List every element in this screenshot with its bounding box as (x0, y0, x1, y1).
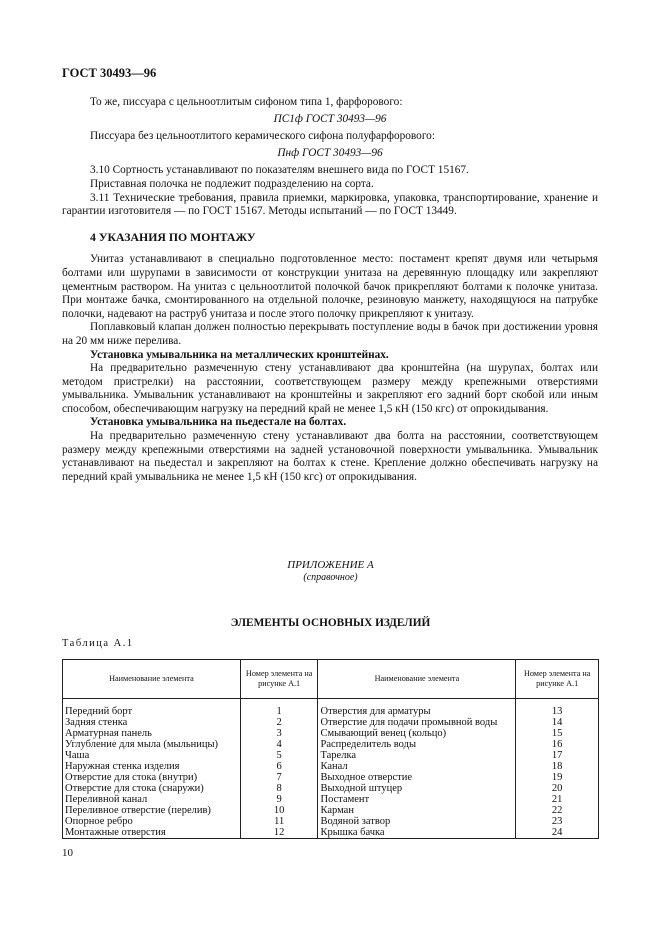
element-name-cell: Водяной затвор (318, 816, 516, 827)
element-name-cell: Углубление для мыла (мыльницы) (63, 739, 241, 750)
element-name-cell: Отверстие для стока (снаружи) (63, 783, 241, 794)
element-number-cell: 6 (240, 761, 318, 772)
table-row (63, 772, 599, 783)
table-row (63, 805, 599, 816)
element-number-cell: 1 (240, 699, 318, 718)
paragraph: Пнф ГОСТ 30493—96 (277, 146, 383, 159)
appendix-title: ПРИЛОЖЕНИЕ А (287, 559, 374, 571)
element-number-cell: 13 (516, 699, 599, 718)
element-number-cell: 4 (240, 739, 318, 750)
element-number-cell: 2 (240, 717, 318, 728)
element-number-cell: 5 (240, 750, 318, 761)
table-row (63, 728, 599, 739)
header-number-2: Номер элемента на рисунке А.1 (516, 660, 599, 699)
header-name-2: Наименование элемента (318, 660, 516, 699)
element-number-cell: 16 (516, 739, 599, 750)
paragraph: Поплавковый клапан должен полностью перекрывать поступление воды в бачок при достижении уровня на 20 мм ниже перелива. (62, 321, 598, 347)
element-name-cell: Передний борт (63, 699, 241, 718)
element-number-cell: 21 (516, 794, 599, 805)
element-name-cell: Чаша (63, 750, 241, 761)
element-name-cell: Переливной канал (63, 794, 241, 805)
header-number-1: Номер элемента на рисунке А.1 (240, 660, 318, 699)
element-name-cell: Переливное отверстие (перелив) (63, 805, 241, 816)
paragraph: На предварительно размеченную стену устанавливают два болта на расстоянии, соответствующем размеру между крепежными отверстиями на задней установочной поверхности умывальника. Умывальник устанавливают на пьедестал и закрепляют на болтах к стене. Крепление должно обеспечивать нагрузку на передний край умывальника не менее 1,5 кН (150 кгс) от опрокидывания. (62, 430, 598, 483)
elements-table (62, 659, 599, 839)
element-number-cell: 7 (240, 772, 318, 783)
element-name-cell: Отверстия для арматуры (318, 699, 516, 718)
table-row (63, 794, 599, 805)
paragraph: То же, писсуара с цельноотлитым сифоном типа 1, фарфорового: (90, 96, 403, 108)
element-name-cell: Тарелка (318, 750, 516, 761)
element-number-cell: 14 (516, 717, 599, 728)
element-number-cell: 9 (240, 794, 318, 805)
element-name-cell: Монтажные отверстия (63, 827, 241, 839)
element-name-cell: Распределитель воды (318, 739, 516, 750)
element-name-cell: Выходное отверстие (318, 772, 516, 783)
table-label: Таблица А.1 (62, 638, 134, 649)
table-row (63, 717, 599, 728)
table-header-row (63, 660, 599, 699)
paragraph: Унитаз устанавливают в специально подготовленное место: постамент крепят двумя или четырьмя болтами или шурупами в зависимости от конструкции унитаза на деревянную площадку или закрепляют цементным раствором. На унитаз с цельноотлитой полочкой бачок прикрепляют болтами к полочке унитаза. При монтаже бачка, смонтированного на отдельной полочке, резиновую манжету, находящуюся на патрубке полочки, надевают на раструб унитаза и после этого полочку прикрепляют к унитазу. (62, 253, 598, 320)
paragraph: На предварительно размеченную стену устанавливают два кронштейна (на шурупах, болтах или методом пристрелки) на расстоянии, соответствующем размеру между крепежными отверстиями умывальника. Умывальник устанавливают на кронштейны и закрепляют его задний борт скобой или иным способом, обеспечивающим нагрузку на передний край не менее 1,5 кН (150 кгс) от опрокидывания. (62, 362, 598, 415)
section-4-paragraphs (62, 253, 598, 484)
table-row (63, 739, 599, 750)
element-name-cell: Задняя стенка (63, 717, 241, 728)
element-number-cell: 12 (240, 827, 318, 839)
document-body (62, 96, 598, 484)
element-name-cell: Отверстие для подачи промывной воды (318, 717, 516, 728)
paragraph: Установка умывальника на металлических кронштейнах. (90, 348, 389, 361)
table-row (63, 816, 599, 827)
paragraph: Приставная полочка не подлежит подразделению на сорта. (90, 177, 374, 190)
element-name-cell: Отверстие для стока (внутри) (63, 772, 241, 783)
element-number-cell: 3 (240, 728, 318, 739)
top-paragraphs (62, 96, 598, 219)
element-number-cell: 19 (516, 772, 599, 783)
paragraph: Установка умывальника на пьедестале на болтах. (90, 416, 347, 429)
paragraph: ПС1ф ГОСТ 30493—96 (273, 112, 387, 125)
element-number-cell: 20 (516, 783, 599, 794)
element-name-cell: Опорное ребро (63, 816, 241, 827)
header-name-1: Наименование элемента (63, 660, 241, 699)
element-number-cell: 18 (516, 761, 599, 772)
element-number-cell: 10 (240, 805, 318, 816)
section-4-title: 4 УКАЗАНИЯ ПО МОНТАЖУ (90, 229, 256, 244)
element-name-cell: Карман (318, 805, 516, 816)
element-number-cell: 22 (516, 805, 599, 816)
page-number: 10 (62, 847, 73, 859)
element-number-cell: 23 (516, 816, 599, 827)
element-name-cell: Арматурная панель (63, 728, 241, 739)
element-number-cell: 17 (516, 750, 599, 761)
table-row (63, 761, 599, 772)
appendix-heading: ЭЛЕМЕНТЫ ОСНОВНЫХ ИЗДЕЛИЙ (230, 617, 431, 629)
table-body (63, 699, 599, 839)
element-name-cell: Крышка бачка (318, 827, 516, 839)
document-code-header: ГОСТ 30493—96 (62, 66, 157, 80)
paragraph: Писсуара без цельноотлитого керамического сифона полуфарфорового: (90, 130, 435, 143)
element-name-cell: Смывающий венец (кольцо) (318, 728, 516, 739)
element-number-cell: 15 (516, 728, 599, 739)
appendix-subtitle: (справочное) (303, 572, 358, 583)
element-name-cell: Постамент (318, 794, 516, 805)
element-name-cell: Выходной штуцер (318, 783, 516, 794)
element-name-cell: Канал (318, 761, 516, 772)
table-row (63, 827, 599, 839)
table-row (63, 783, 599, 794)
element-number-cell: 24 (516, 827, 599, 839)
element-number-cell: 11 (240, 816, 318, 827)
paragraph: 3.10 Сортность устанавливают по показателям внешнего вида по ГОСТ 15167. (90, 164, 469, 177)
table-row (63, 699, 599, 718)
paragraph: 3.11 Технические требования, правила приемки, маркировка, упаковка, транспортирование, хранение и гарантии изготовителя — по ГОСТ 15167. Методы испытаний — по ГОСТ 13449. (62, 191, 598, 218)
element-name-cell: Наружная стенка изделия (63, 761, 241, 772)
table-row (63, 750, 599, 761)
element-number-cell: 8 (240, 783, 318, 794)
